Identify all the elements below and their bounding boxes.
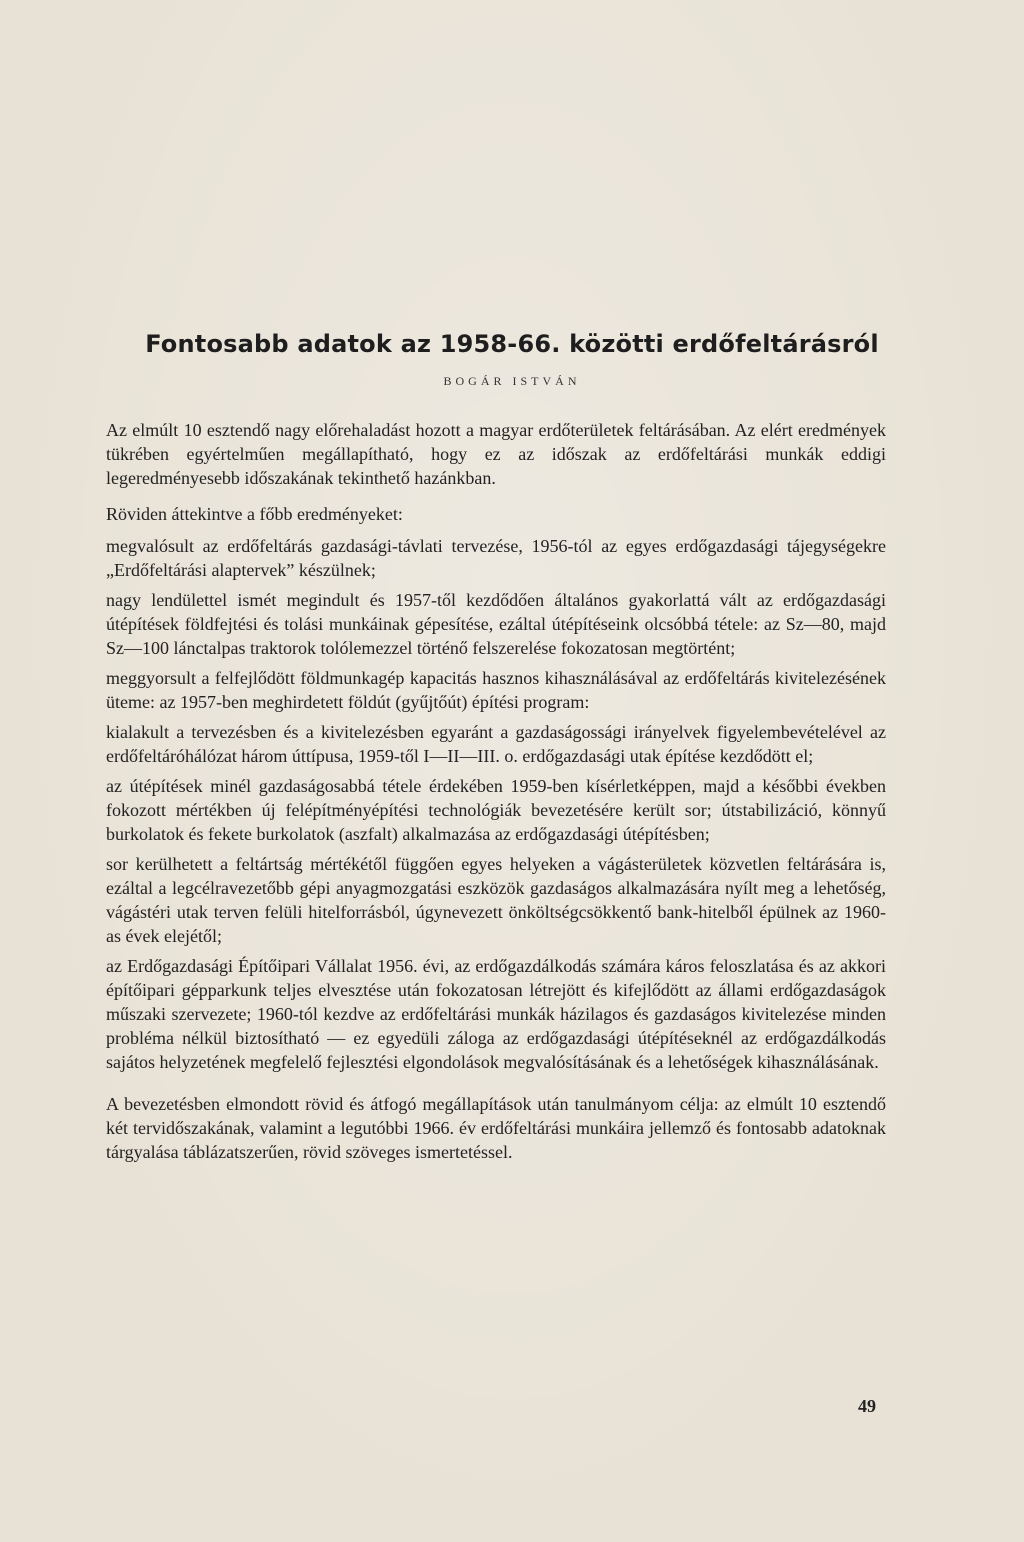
page-number: 49 bbox=[858, 1396, 876, 1416]
list-item: sor kerülhetett a feltártság mértékétől függően egyes helyeken a vágásterületek közvetlen feltárására is, ezáltal a legcélravezetőbb gépi anyagmozgatási eszközök gazdaságos alkalmazására nyílt meg a lehetőség, vágástéri utak terven felüli hitelforrásból, úgynevezett önköltségcsökkentő bank-hitelből épülnek az 1960-as évek elejétől; bbox=[106, 854, 886, 946]
list-item: az útépítések minél gazdaságosabbá tétele érdekében 1959-ben kísérletképpen, majd a későbbi években fokozott mértékben új felépítményépítési technológiák bevezetésére került sor; útstabilizáció, könnyű burkolatok és fekete burkolatok (aszfalt) alkalmazása az erdőgazdasági útépítésben; bbox=[106, 776, 886, 844]
list-item: megvalósult az erdőfeltárás gazdasági-távlati tervezése, 1956-tól az egyes erdőgazdasági tájegységekre „Erdőfeltárási alaptervek” készülnek; bbox=[106, 536, 886, 580]
lead-paragraph: Röviden áttekintve a főbb eredményeket: bbox=[106, 504, 403, 524]
author-name: BOGÁR ISTVÁN bbox=[443, 374, 581, 388]
intro-paragraph: Az elmúlt 10 esztendő nagy előrehaladást hozott a magyar erdőterületek feltárásában. Az elért eredmények tükrében egyértelműen megállapítható, hogy ez az időszak az erdőfeltárási munkák eddigi legeredményesebb időszakának tekinthető hazánkban. bbox=[106, 420, 886, 488]
closing-paragraph: A bevezetésben elmondott rövid és átfogó megállapítások után tanulmányom célja: az elmúlt 10 esztendő két tervidőszakának, valamint a legutóbbi 1966. év erdőfeltárási munkáira jellemző és fontosabb adatoknak tárgyalása táblázatszerűen, rövid szöveges ismertetéssel. bbox=[106, 1094, 886, 1162]
list-item: meggyorsult a felfejlődött földmunkagép kapacitás hasznos kihasználásával az erdőfeltárás kivitelezésének üteme: az 1957-ben meghirdetett földút (gyűjtőút) építési program: bbox=[106, 668, 886, 712]
list-item: az Erdőgazdasági Építőipari Vállalat 1956. évi, az erdőgazdálkodás számára káros feloszlatása és az akkori építőipari gépparkunk teljes elvesztése után fokozatosan létrejött és kifejlődött az állami erdőgazdaságok műszaki szervezete; 1960-tól kezdve az erdőfeltárási munkák házilagos és gazdaságos kivitelezése minden probléma nélkül biztosítható — ez egyedüli záloga az erdőgazdasági útépítéseknél az erdőgazdálkodás sajátos helyzetének megfelelő fejlesztési elgondolások megvalósításának és a lehetőségek kihasználásának. bbox=[106, 956, 886, 1072]
article-title: Fontosabb adatok az 1958-66. közötti erdőfeltárásról bbox=[145, 330, 879, 358]
list-item: nagy lendülettel ismét megindult és 1957-től kezdődően általános gyakorlattá vált az erdőgazdasági útépítések földfejtési és tolási munkáinak gépesítése, ezáltal útépítéseink olcsóbbá tétele: az Sz—80, majd Sz—100 lánctalpas traktorok tolólemezzel történő felszerelése fokozatosan megtörtént; bbox=[106, 590, 886, 658]
list-item: kialakult a tervezésben és a kivitelezésben egyaránt a gazdaságossági irányelvek figyelembevételével az erdőfeltáróhálózat három úttípusa, 1959-től I—II—III. o. erdőgazdasági utak építése kezdődött el; bbox=[106, 722, 886, 766]
article-body bbox=[106, 418, 886, 1164]
